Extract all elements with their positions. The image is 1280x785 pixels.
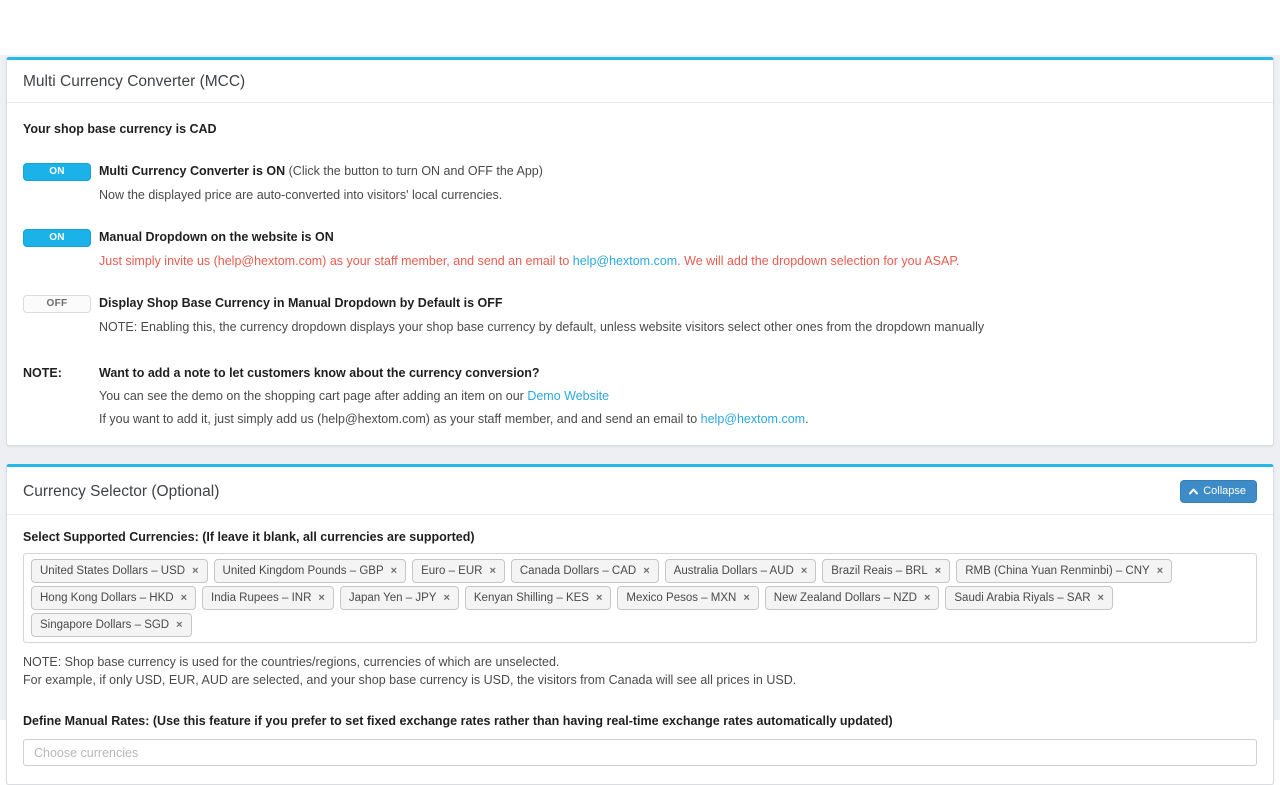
currency-tag-label: United Kingdom Pounds – GBP (222, 565, 384, 577)
remove-currency-icon[interactable]: × (443, 592, 450, 604)
app-on-toggle-button[interactable]: ON (23, 163, 91, 181)
dropdown-toggle-row (23, 229, 1257, 269)
customer-note-block (23, 365, 1257, 427)
base-default-toggle-desc: NOTE: Enabling this, the currency dropdown displays your shop base currency by default, unless website visitors select other ones from the dropdown manually (99, 320, 985, 334)
currency-tag-label: Saudi Arabia Riyals – SAR (954, 592, 1091, 604)
currency-tag-label: United States Dollars – USD (40, 565, 186, 577)
currency-tag (412, 559, 505, 583)
dropdown-toggle-desc (99, 253, 1257, 269)
currency-tag-label: Canada Dollars – CAD (519, 565, 637, 577)
currency-tag-label: Mexico Pesos – MXN (626, 592, 737, 604)
base-default-toggle-title (99, 295, 1257, 311)
note-question (99, 365, 1257, 381)
note-question-bold: Want to add a note to let customers know about the currency conversion? (99, 366, 540, 380)
currency-tag-label: Australia Dollars – AUD (673, 565, 794, 577)
help-email-link-2[interactable]: help@hextom.com (700, 412, 806, 426)
note-demo-text: You can see the demo on the shopping cart page after adding an item on our (99, 389, 528, 403)
remove-currency-icon[interactable]: × (934, 565, 942, 577)
currency-tag-label: Hong Kong Dollars – HKD (40, 592, 174, 604)
currency-selector-body (7, 515, 1273, 784)
choose-currencies-input[interactable] (23, 739, 1257, 766)
currency-selector-title: Currency Selector (Optional) (23, 482, 220, 500)
currency-tag (765, 586, 940, 610)
base-default-toggle-title-bold: Display Shop Base Currency in Manual Dropdown by Default is OFF (99, 296, 503, 310)
currency-tag (202, 586, 334, 610)
select-currencies-label: Select Supported Currencies: (If leave it blank, all currencies are supported) (23, 530, 475, 544)
mcc-panel-title: Multi Currency Converter (MCC) (23, 73, 246, 90)
currency-tag (956, 559, 1172, 583)
dropdown-toggle-title-bold: Manual Dropdown on the website is ON (99, 230, 334, 244)
currency-tag (617, 586, 758, 610)
currency-note-line2: For example, if only USD, EUR, AUD are selected, and your shop base currency is USD, the visitors from Canada will see all prices in USD. (23, 673, 797, 687)
dropdown-toggle-title (99, 229, 1257, 245)
currency-tag (31, 586, 196, 610)
base-default-off-toggle-button[interactable]: OFF (23, 295, 91, 313)
remove-currency-icon[interactable]: × (318, 592, 325, 604)
app-toggle-title (99, 163, 1257, 179)
currency-tag (31, 613, 192, 637)
dropdown-desc-red-1: Just simply invite us (help@hextom.com) as your staff member, and send an email to (99, 254, 573, 268)
mcc-panel (6, 57, 1274, 446)
note-demo-line (99, 388, 1257, 404)
remove-currency-icon[interactable]: × (923, 592, 931, 604)
remove-currency-icon[interactable]: × (489, 565, 496, 577)
remove-currency-icon[interactable]: × (390, 565, 398, 577)
currency-tag (31, 559, 208, 583)
currency-tag (340, 586, 459, 610)
remove-currency-icon[interactable]: × (743, 592, 750, 604)
currency-tag (665, 559, 817, 583)
note-label: NOTE: (23, 366, 62, 380)
currency-tag-label: RMB (China Yuan Renminbi) – CNY (965, 565, 1150, 577)
mcc-panel-body (7, 103, 1273, 445)
note-email-line (99, 411, 1257, 427)
remove-currency-icon[interactable]: × (180, 592, 188, 604)
currency-tag-label: Singapore Dollars – SGD (40, 619, 170, 631)
supported-currencies-tags-box[interactable] (23, 553, 1257, 643)
note-email-text: If you want to add it, just simply add us (help@hextom.com) as your staff member, and and send an email to (99, 412, 701, 426)
remove-currency-icon[interactable]: × (192, 565, 199, 577)
currency-tag-label: Brazil Reais – BRL (831, 565, 928, 577)
currency-tag (822, 559, 950, 583)
currency-tag-label: Euro – EUR (421, 565, 483, 577)
app-toggle-title-normal: (Click the button to turn ON and OFF the App) (285, 164, 543, 178)
base-currency-line: Your shop base currency is CAD (23, 122, 217, 136)
dropdown-desc-red-2: . We will add the dropdown selection for you ASAP. (677, 254, 960, 268)
currency-tag-label: Kenyan Shilling – KES (473, 592, 589, 604)
app-toggle-desc: Now the displayed price are auto-converted into visitors' local currencies. (99, 188, 503, 202)
app-toggle-title-bold: Multi Currency Converter is ON (99, 164, 286, 178)
remove-currency-icon[interactable]: × (1156, 565, 1164, 577)
base-default-toggle-row (23, 295, 1257, 335)
collapse-button-label: Collapse (1203, 485, 1246, 497)
currency-tag (214, 559, 407, 583)
currency-tag (945, 586, 1113, 610)
note-email-period: . (805, 412, 809, 426)
currency-selector-panel (6, 464, 1274, 785)
remove-currency-icon[interactable]: × (643, 565, 650, 577)
currency-note (23, 653, 1257, 689)
manual-rates-label: Define Manual Rates: (Use this feature if you prefer to set fixed exchange rates rather than having real-time exchange rates automatically updated) (23, 714, 893, 728)
remove-currency-icon[interactable]: × (800, 565, 808, 577)
mcc-panel-header (7, 60, 1273, 103)
page-content (0, 55, 1280, 728)
app-toggle-row (23, 163, 1257, 203)
currency-tag (465, 586, 612, 610)
remove-currency-icon[interactable]: × (1097, 592, 1104, 604)
help-email-link[interactable]: help@hextom.com (572, 254, 678, 268)
collapse-button[interactable] (1180, 480, 1257, 503)
remove-currency-icon[interactable]: × (176, 619, 183, 631)
currency-note-line1: NOTE: Shop base currency is used for the countries/regions, currencies of which are unselected. (23, 655, 560, 669)
remove-currency-icon[interactable]: × (595, 592, 603, 604)
currency-tag (511, 559, 659, 583)
currency-tag-label: India Rupees – INR (211, 592, 312, 604)
dropdown-on-toggle-button[interactable]: ON (23, 229, 91, 247)
chevron-up-icon (1189, 488, 1198, 495)
demo-website-link[interactable]: Demo Website (527, 389, 610, 403)
currency-selector-header (7, 467, 1273, 515)
currency-tag-label: Japan Yen – JPY (348, 592, 437, 604)
currency-tag-label: New Zealand Dollars – NZD (773, 592, 917, 604)
